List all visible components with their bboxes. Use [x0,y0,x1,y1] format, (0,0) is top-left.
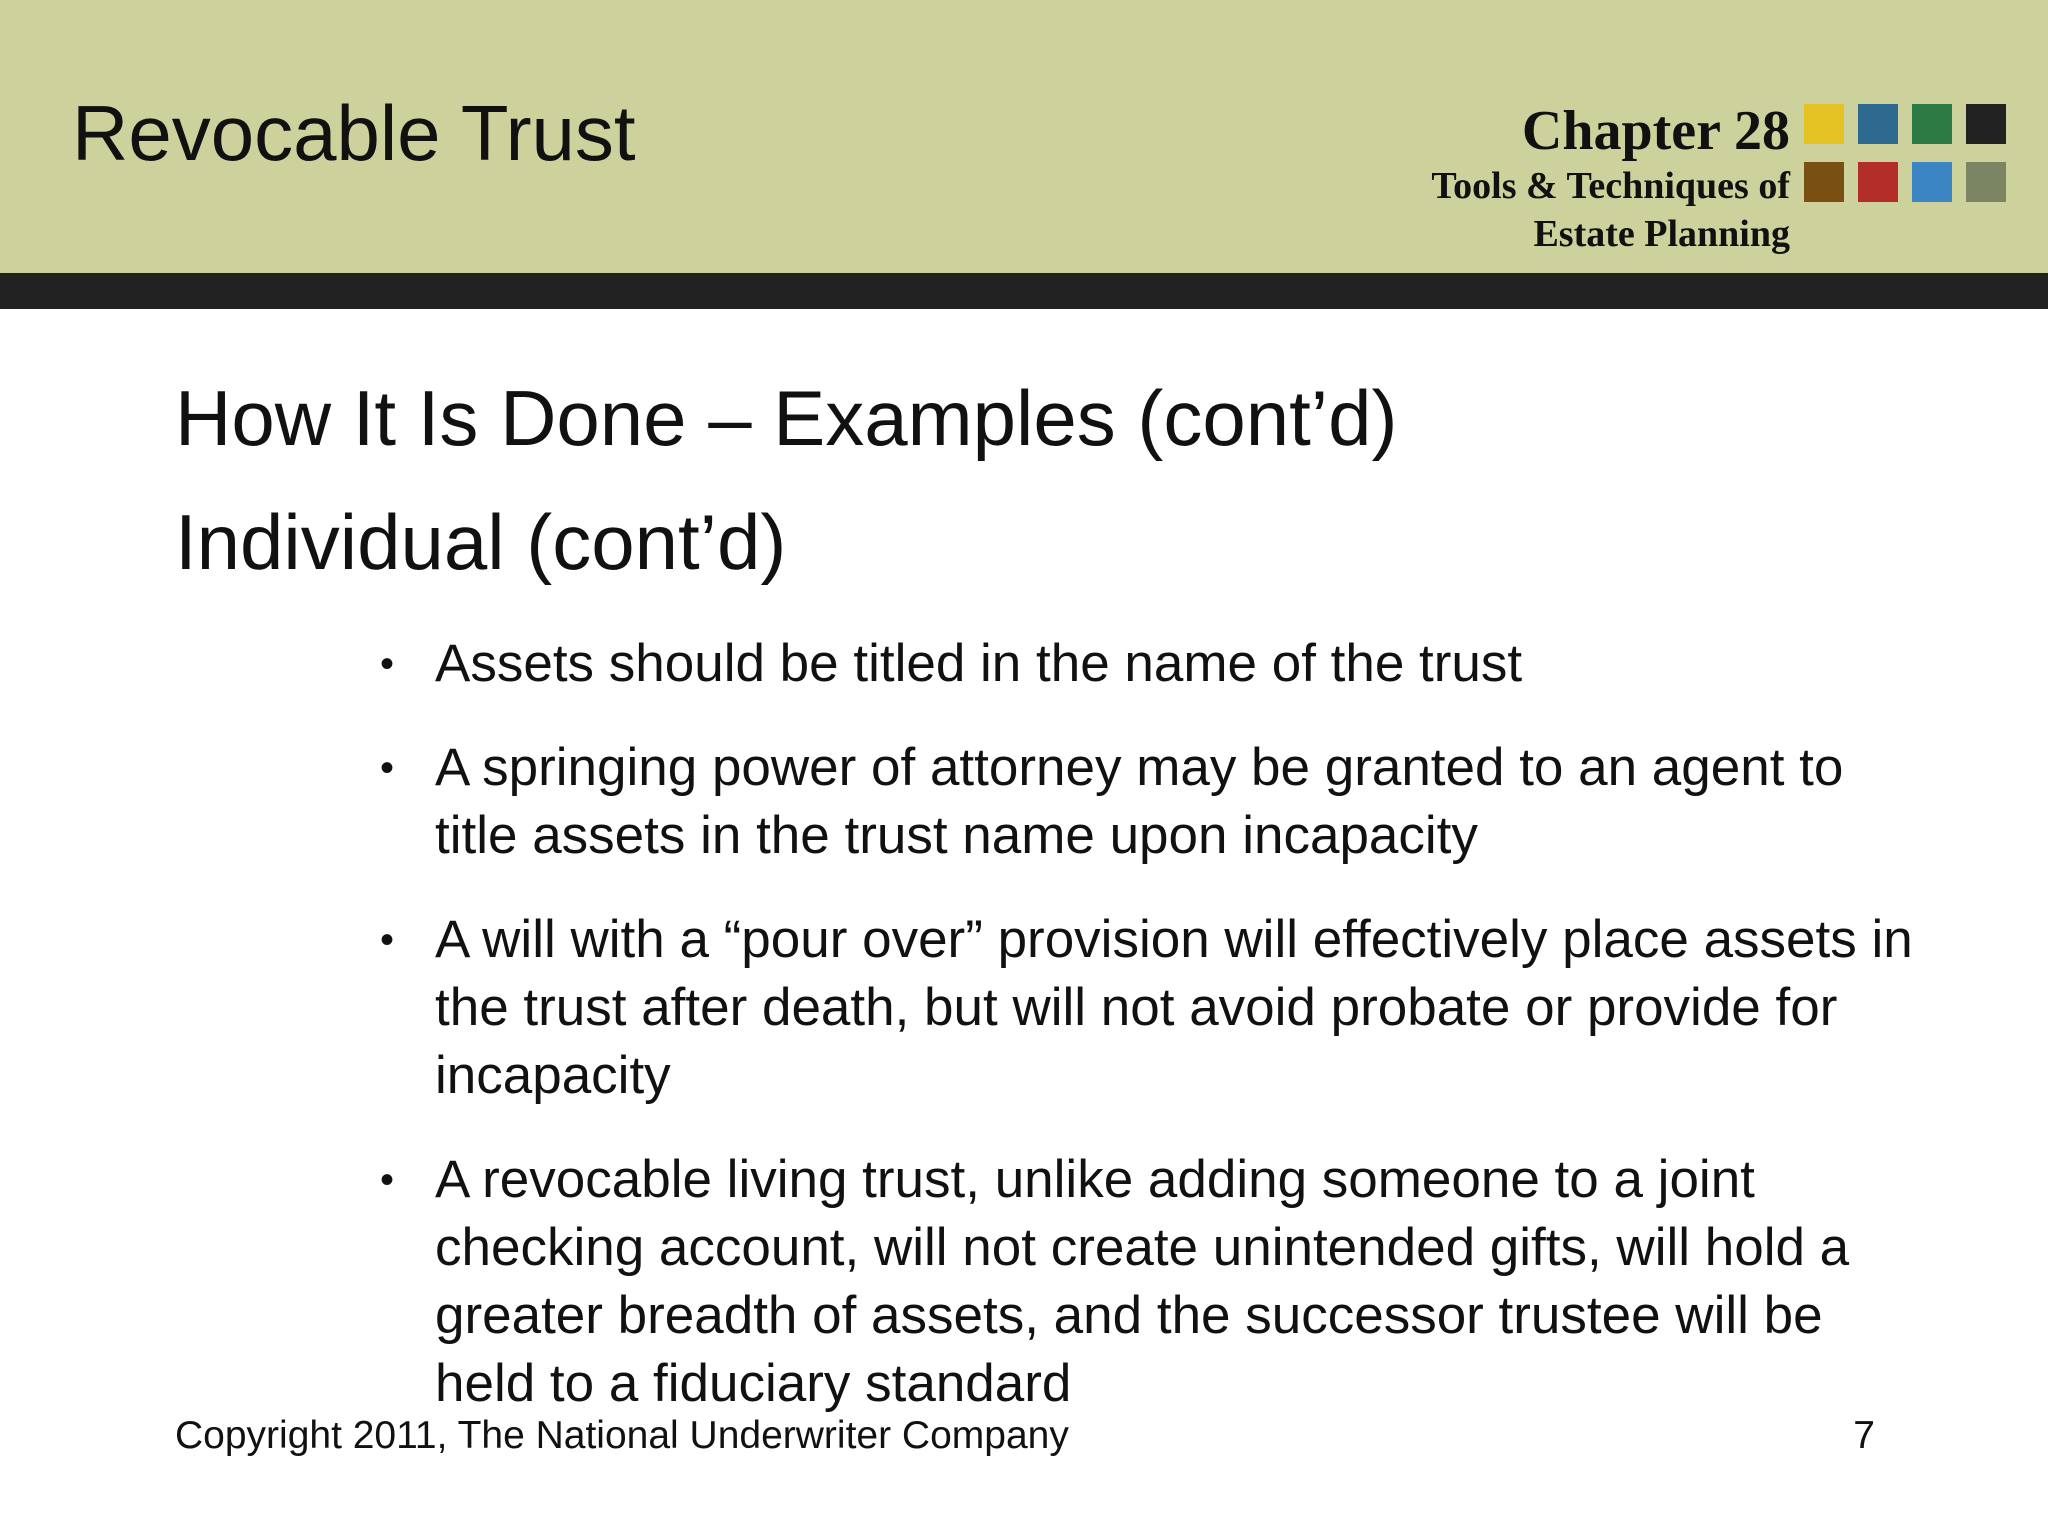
chapter-subtitle-line1: Tools & Techniques of [1431,165,1790,207]
bullet-text: A springing power of attorney may be granted to an agent to title assets in the trust name upon incapacity [435,738,1844,865]
logo-square-light-blue [1912,162,1952,202]
bullet-icon: • [380,918,395,962]
chapter-block [1431,100,1790,258]
bullet-text: Assets should be titled in the name of the trust [435,634,1523,693]
section-subheading: Individual (cont’d) [175,498,787,586]
bullet-text: A will with a “pour over” provision will effectively place assets in the trust after death, but will not avoid probate or provide for incapacity [435,910,1913,1105]
bullet-item [380,1146,1935,1418]
footer [175,1412,1875,1460]
bullet-icon: • [380,746,395,790]
bullet-text: A revocable living trust, unlike adding someone to a joint checking account, will not create unintended gifts, will hold a greater breadth of assets, and the successor trustee will be held to a fiduciary standard [435,1150,1850,1413]
bullet-item [380,734,1935,870]
logo-square-blue [1858,104,1898,144]
bullet-item [380,906,1935,1110]
bullet-icon: • [380,1158,395,1202]
header-divider [0,273,2048,309]
chapter-title: Chapter 28 [1521,100,1790,162]
bullet-item [380,630,1935,698]
copyright-text: Copyright 2011, The National Underwriter Company [175,1414,1069,1457]
bullet-icon: • [380,642,395,686]
section-heading: How It Is Done – Examples (cont’d) [175,374,1398,462]
logo-square-black [1966,104,2006,144]
logo-square-red [1858,162,1898,202]
logo-square-olive [1966,162,2006,202]
slide-title: Revocable Trust [72,89,636,177]
logo-square-brown [1804,162,1844,202]
logo-square-green [1912,104,1952,144]
slide-content [175,370,1935,1454]
logo-square-yellow [1804,104,1844,144]
bullet-list [175,630,1935,1418]
page-number: 7 [1853,1414,1875,1457]
chapter-subtitle-line2: Estate Planning [1533,213,1790,255]
logo-squares [1804,104,2008,204]
